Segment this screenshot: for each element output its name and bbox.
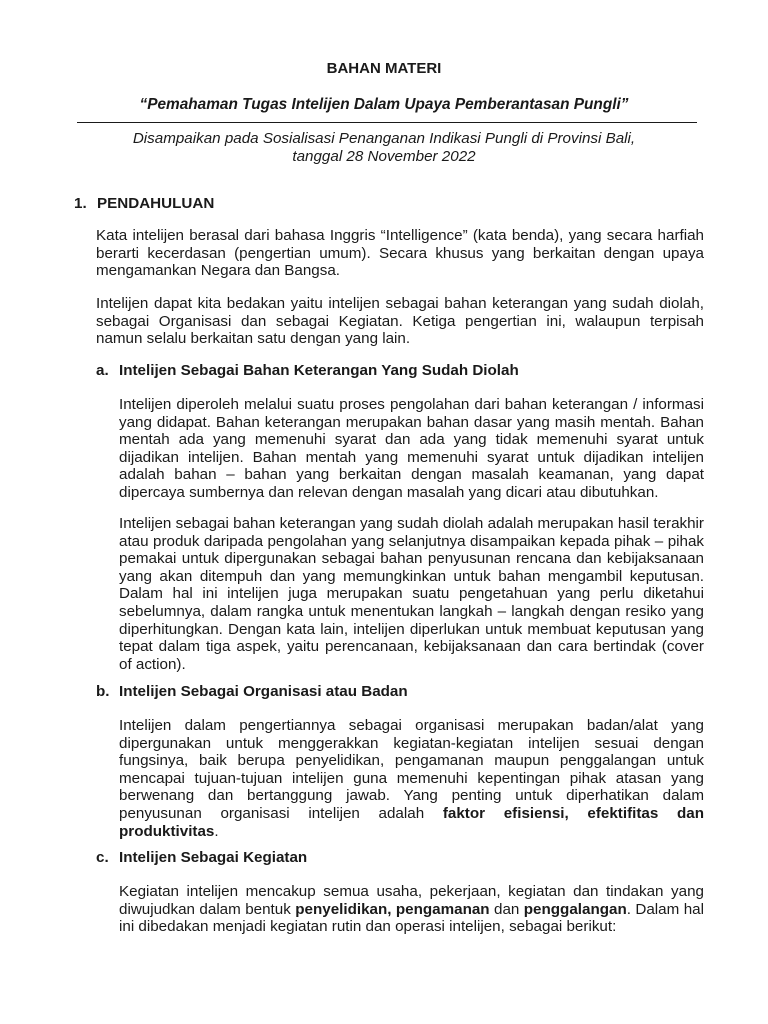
- paragraph-a-2: Intelijen sebagai bahan keterangan yang sudah diolah adalah merupakan hasil terakhir atau produk daripada pengolahan yang selanjutnya disampaikan kepada pihak – pihak pemakai untuk dipergunakan sebagai bahan penyusunan rencana dan kebijaksanaan yang akan ditempuh dan yang memungkinkan untuk bahan mengambil keputusan. Dalam hal ini intelijen juga merupakan suatu pengetahuan yang perlu diketahui sebelumnya, dalam rangka untuk menentukan langkah – langkah dengan resiko yang diperhitungkan. Dengan kata lain, intelijen diperlukan untuk membuat keputusan yang tepat dalam tiga aspek, yaitu perencanaan, kebijaksanaan dan cara bertindak (cover of action).: [119, 515, 704, 673]
- subsection-heading-c: [96, 849, 307, 867]
- section-heading-pendahuluan: [74, 195, 214, 213]
- subsection-letter: c.: [96, 849, 109, 866]
- document-subtitle: “Pemahaman Tugas Intelijen Dalam Upaya Pemberantasan Pungli”: [139, 96, 629, 113]
- subsection-title: Intelijen Sebagai Kegiatan: [119, 849, 308, 866]
- subsection-heading-a: [96, 362, 519, 380]
- paragraph-b-end: .: [214, 822, 219, 840]
- paragraph-intro-1: Kata intelijen berasal dari bahasa Inggris “Intelligence” (kata benda), yang secara harfiah berarti kecerdasan (pengertian umum). Secara khusus yang berkaitan dengan upaya mengamankan Negara dan Bangsa.: [96, 227, 704, 280]
- subsection-letter: b.: [96, 683, 110, 700]
- paragraph-intro-2: Intelijen dapat kita bedakan yaitu intelijen sebagai bahan keterangan yang sudah diolah, sebagai Organisasi dan sebagai Kegiatan. Ketiga pengertian ini, walaupun terpisah namun selalu berkaitan satu dengan yang lain.: [96, 295, 704, 348]
- subsection-title: Intelijen Sebagai Bahan Keterangan Yang Sudah Diolah: [119, 362, 519, 379]
- subsection-title: Intelijen Sebagai Organisasi atau Badan: [119, 683, 408, 700]
- section-number: 1.: [74, 195, 87, 212]
- presentation-info: [0, 130, 768, 165]
- paragraph-c-connector: dan: [489, 900, 524, 918]
- paragraph-c-emphasis-1: penyelidikan, pengamanan: [295, 900, 490, 918]
- paragraph-b-text: Intelijen dalam pengertiannya sebagai organisasi merupakan badan/alat yang dipergunakan untuk menggerakkan kegiatan-kegiatan intelijen sesuai dengan fungsinya, baik berupa penyelidikan, pengamanan maupun penggalangan untuk mencapai tujuan-tujuan intelijen guna memenuhi kepentingan pihak atasan yang berwenang dan bertanggung jawab. Yang penting untuk diperhatikan dalam penyusunan organisasi intelijen adalah: [119, 717, 704, 822]
- paragraph-c-emphasis-2: penggalangan: [523, 900, 627, 918]
- paragraph-c-1: [119, 883, 704, 936]
- subsection-heading-b: [96, 683, 408, 701]
- document-title: BAHAN MATERI: [326, 60, 442, 77]
- section-title: PENDAHULUAN: [97, 195, 215, 212]
- presentation-event: Disampaikan pada Sosialisasi Penanganan Indikasi Pungli di Provinsi Bali,: [132, 130, 636, 147]
- paragraph-b-emphasis: faktor efisiensi, efektifitas dan produktivitas: [119, 804, 704, 840]
- paragraph-a-1: Intelijen diperoleh melalui suatu proses pengolahan dari bahan keterangan / informasi yang didapat. Bahan keterangan merupakan bahan dasar yang masih mentah. Bahan mentah ada yang memenuhi syarat dan ada yang tidak memenuhi syarat untuk dijadikan intelijen. Bahan mentah yang memenuhi syarat untuk dijadikan intelijen adalah bahan – bahan yang berkaitan dengan masalah keamanan, yang dapat dipercaya sumbernya dan relevan dengan masalah yang dicari atau dibutuhkan.: [119, 396, 704, 501]
- paragraph-b-1: [119, 717, 704, 840]
- subsection-letter: a.: [96, 362, 109, 379]
- paragraph-c-end: . Dalam hal ini dibedakan menjadi kegiatan rutin dan operasi intelijen, sebagai berikut:: [119, 900, 704, 936]
- paragraph-c-text: Kegiatan intelijen mencakup semua usaha, pekerjaan, kegiatan dan tindakan yang diwujudkan dalam bentuk: [119, 883, 704, 918]
- title-divider: [77, 122, 697, 123]
- presentation-date: tanggal 28 November 2022: [292, 147, 476, 165]
